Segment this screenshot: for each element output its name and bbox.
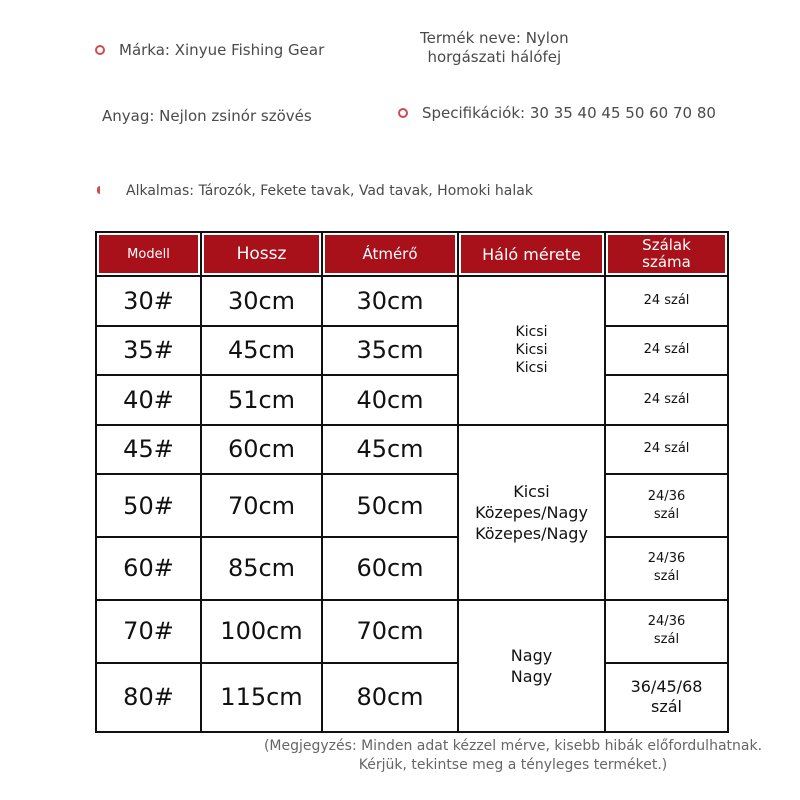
table-row — [96, 600, 728, 663]
mesh-label: Kicsi — [515, 360, 548, 377]
cell-length: 30cm — [201, 276, 322, 326]
suitable-text: Alkalmas: Tározók, Fekete tavak, Vad tavak, Homoki halak — [126, 183, 533, 199]
cell-diameter: 35cm — [322, 326, 458, 376]
strands-line1: 24/36 — [647, 488, 686, 504]
product-name-line1: Termék neve: Nylon — [420, 29, 569, 47]
cell-diameter: 40cm — [322, 375, 458, 425]
cell-length: 45cm — [201, 326, 322, 376]
header-strands-line1: Szálak — [642, 236, 691, 254]
cell-model: 40# — [96, 375, 201, 425]
header-length: Hossz — [201, 232, 322, 276]
header-model: Modell — [96, 232, 201, 276]
table-row — [96, 326, 728, 376]
cell-length: 115cm — [201, 663, 322, 732]
product-name-line2: horgászati hálófej — [427, 48, 562, 66]
table-row — [96, 474, 728, 537]
cell-strands — [605, 474, 728, 537]
mesh-label: Kicsi — [515, 324, 548, 341]
cell-diameter: 80cm — [322, 663, 458, 732]
cell-mesh-group-small — [458, 276, 605, 425]
cell-model: 35# — [96, 326, 201, 376]
spec-table — [95, 231, 729, 733]
brand-info — [95, 41, 324, 59]
header-diameter: Átmérő — [322, 232, 458, 276]
cell-diameter: 70cm — [322, 600, 458, 663]
mesh-label: Nagy — [510, 645, 553, 665]
bullet-icon — [398, 108, 408, 118]
mesh-label: Nagy — [510, 666, 553, 686]
cell-length: 51cm — [201, 375, 322, 425]
brand-text: Márka: Xinyue Fishing Gear — [119, 41, 325, 59]
suitable-info — [97, 181, 533, 199]
mesh-label: Közepes/Nagy — [475, 523, 588, 543]
disclaimer-note — [238, 737, 788, 775]
note-line1: (Megjegyzés: Minden adat kézzel mérve, kisebb hibák előfordulhatnak. — [263, 738, 763, 754]
strands-line1: 24 szál — [643, 292, 690, 308]
cell-mesh-group-large — [458, 600, 605, 732]
cell-model: 45# — [96, 425, 201, 475]
cell-model: 80# — [96, 663, 201, 732]
cell-length: 100cm — [201, 600, 322, 663]
product-name-info — [420, 29, 569, 67]
strands-line1: 24/36 — [647, 551, 686, 567]
note-line2: Kérjük, tekintse meg a tényleges terméket.) — [358, 757, 668, 773]
table-row — [96, 375, 728, 425]
strands-line2: szál — [653, 569, 680, 585]
cell-length: 85cm — [201, 537, 322, 600]
strands-line1: 24 szál — [643, 441, 690, 457]
strands-line2: szál — [653, 632, 680, 648]
table-row — [96, 663, 728, 732]
cell-diameter: 30cm — [322, 276, 458, 326]
bullet-icon — [97, 186, 100, 194]
cell-length: 70cm — [201, 474, 322, 537]
cell-model: 60# — [96, 537, 201, 600]
cell-strands — [605, 537, 728, 600]
material-info — [102, 107, 312, 125]
strands-line2: szál — [653, 506, 680, 522]
strands-line1: 24/36 — [647, 614, 686, 630]
strands-line2: szál — [651, 697, 682, 717]
header-mesh: Háló mérete — [458, 232, 605, 276]
cell-model: 50# — [96, 474, 201, 537]
cell-diameter: 50cm — [322, 474, 458, 537]
specs-text: Specifikációk: 30 35 40 45 50 60 70 80 — [422, 104, 716, 122]
table-row — [96, 537, 728, 600]
cell-diameter: 45cm — [322, 425, 458, 475]
table-header-row — [96, 232, 728, 276]
material-text: Anyag: Nejlon zsinór szövés — [102, 107, 312, 125]
table-row — [96, 276, 728, 326]
cell-strands — [605, 663, 728, 732]
cell-strands — [605, 375, 728, 425]
header-strands-line2: száma — [642, 253, 691, 271]
mesh-label: Közepes/Nagy — [475, 502, 588, 522]
cell-mesh-group-medium — [458, 425, 605, 600]
cell-diameter: 60cm — [322, 537, 458, 600]
header-strands — [605, 232, 728, 276]
cell-model: 70# — [96, 600, 201, 663]
mesh-label: Kicsi — [513, 481, 550, 501]
cell-length: 60cm — [201, 425, 322, 475]
cell-strands — [605, 425, 728, 475]
bullet-icon — [95, 45, 105, 55]
table-row — [96, 425, 728, 475]
mesh-label: Kicsi — [515, 342, 548, 359]
cell-strands — [605, 326, 728, 376]
cell-model: 30# — [96, 276, 201, 326]
strands-line1: 36/45/68 — [630, 677, 703, 697]
specs-info — [398, 104, 716, 122]
cell-strands — [605, 276, 728, 326]
strands-line1: 24 szál — [643, 391, 690, 407]
cell-strands — [605, 600, 728, 663]
strands-line1: 24 szál — [643, 342, 690, 358]
